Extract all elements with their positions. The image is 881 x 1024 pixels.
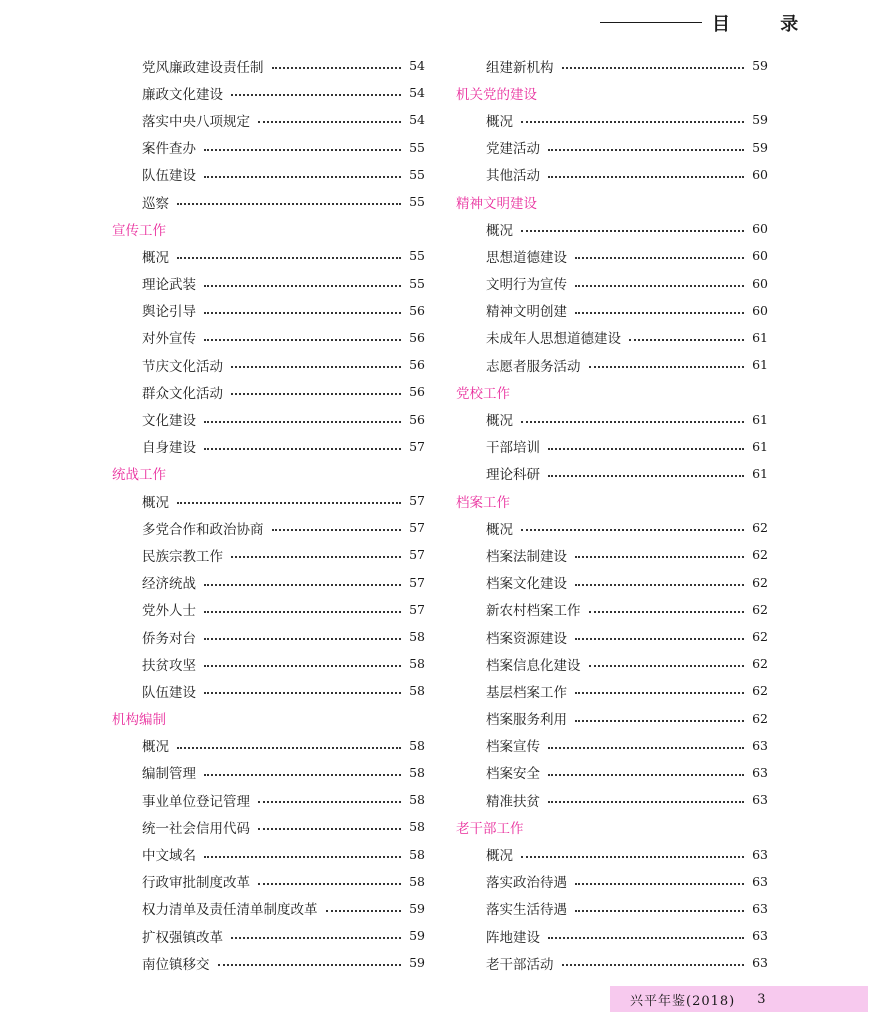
toc-entry[interactable] bbox=[456, 922, 768, 949]
toc-entry[interactable] bbox=[112, 487, 425, 514]
toc-entry-page: 59 bbox=[752, 139, 768, 155]
toc-entry-label: 民族宗教工作 bbox=[142, 548, 223, 565]
toc-entry-label: 阵地建设 bbox=[486, 929, 540, 946]
toc-entry-label: 概况 bbox=[486, 222, 513, 239]
toc-entry[interactable] bbox=[456, 596, 768, 623]
toc-entry-page: 58 bbox=[409, 819, 425, 835]
toc-entry-page: 56 bbox=[409, 411, 425, 427]
toc-entry[interactable] bbox=[112, 378, 425, 405]
toc-entry-label: 案件查办 bbox=[142, 141, 196, 158]
toc-entry-label: 队伍建设 bbox=[142, 168, 196, 185]
dot-leader bbox=[589, 664, 745, 667]
toc-entry-page: 56 bbox=[409, 302, 425, 318]
toc-entry[interactable] bbox=[456, 677, 768, 704]
dot-leader bbox=[258, 882, 401, 885]
toc-section-heading: 机构编制 bbox=[112, 712, 166, 729]
dot-leader bbox=[562, 66, 745, 69]
toc-entry-page: 55 bbox=[409, 194, 425, 210]
toc-entry-label: 档案服务利用 bbox=[486, 712, 567, 729]
toc-entry[interactable] bbox=[112, 351, 425, 378]
toc-entry-page: 58 bbox=[409, 737, 425, 753]
toc-entry-label: 概况 bbox=[142, 494, 169, 511]
toc-entry-page: 59 bbox=[409, 900, 425, 916]
toc-entry-label: 经济统战 bbox=[142, 576, 196, 593]
dot-leader bbox=[204, 447, 401, 450]
toc-entry-page: 62 bbox=[752, 656, 768, 672]
dot-leader bbox=[204, 637, 401, 640]
toc-entry[interactable] bbox=[112, 79, 425, 106]
dot-leader bbox=[204, 855, 401, 858]
dot-leader bbox=[231, 365, 401, 368]
toc-entry[interactable] bbox=[112, 786, 425, 813]
toc-entry-label: 党外人士 bbox=[142, 603, 196, 620]
dot-leader bbox=[326, 909, 402, 912]
dot-leader bbox=[218, 963, 402, 966]
toc-entry[interactable] bbox=[456, 541, 768, 568]
toc-entry-label: 新农村档案工作 bbox=[486, 603, 581, 620]
dot-leader bbox=[272, 66, 402, 69]
toc-entry-label: 统一社会信用代码 bbox=[142, 820, 250, 837]
dot-leader bbox=[562, 963, 745, 966]
footer-page-number: 3 bbox=[757, 991, 766, 1007]
toc-entry[interactable] bbox=[456, 623, 768, 650]
toc-entry-label: 南位镇移交 bbox=[142, 956, 210, 973]
toc-entry-page: 63 bbox=[752, 873, 768, 889]
dot-leader bbox=[589, 610, 745, 613]
toc-section-heading: 统战工作 bbox=[112, 467, 166, 484]
toc-entry[interactable] bbox=[112, 297, 425, 324]
dot-leader bbox=[575, 909, 744, 912]
dot-leader bbox=[177, 202, 401, 205]
toc-entry-label: 队伍建设 bbox=[142, 684, 196, 701]
toc-entry-label: 精神文明创建 bbox=[486, 304, 567, 321]
toc-entry-label: 事业单位登记管理 bbox=[142, 793, 250, 810]
toc-entry-page: 63 bbox=[752, 928, 768, 944]
toc-entry-page: 60 bbox=[752, 221, 768, 237]
toc-entry-label: 老干部活动 bbox=[486, 956, 554, 973]
toc-entry[interactable] bbox=[112, 106, 425, 133]
toc-entry-label: 基层档案工作 bbox=[486, 684, 567, 701]
toc-entry-page: 55 bbox=[409, 166, 425, 182]
toc-entry-label: 理论科研 bbox=[486, 467, 540, 484]
dot-leader bbox=[521, 528, 744, 531]
dot-leader bbox=[204, 420, 401, 423]
toc-entry[interactable] bbox=[456, 106, 768, 133]
toc-entry-label: 档案法制建设 bbox=[486, 548, 567, 565]
dot-leader bbox=[575, 284, 744, 287]
toc-entry-label: 侨务对台 bbox=[142, 630, 196, 647]
toc-entry-label: 概况 bbox=[486, 521, 513, 538]
toc-entry-label: 群众文化活动 bbox=[142, 385, 223, 402]
dot-leader bbox=[204, 148, 401, 151]
toc-entry-page: 58 bbox=[409, 764, 425, 780]
toc-entry[interactable] bbox=[112, 433, 425, 460]
toc-entry-page: 57 bbox=[409, 438, 425, 454]
toc-entry-page: 59 bbox=[752, 112, 768, 128]
toc-entry-label: 概况 bbox=[486, 113, 513, 130]
toc-entry-label: 落实政治待遇 bbox=[486, 875, 567, 892]
dot-leader bbox=[589, 365, 745, 368]
dot-leader bbox=[177, 256, 401, 259]
toc-entry-page: 55 bbox=[409, 248, 425, 264]
dot-leader bbox=[204, 583, 401, 586]
toc-entry[interactable] bbox=[112, 922, 425, 949]
toc-entry[interactable] bbox=[456, 351, 768, 378]
toc-entry[interactable] bbox=[112, 813, 425, 840]
toc-entry[interactable] bbox=[112, 405, 425, 432]
dot-leader bbox=[204, 284, 401, 287]
toc-entry-label: 落实中央八项规定 bbox=[142, 113, 250, 130]
toc-entry-page: 58 bbox=[409, 792, 425, 808]
toc-entry[interactable] bbox=[112, 732, 425, 759]
dot-leader bbox=[204, 610, 401, 613]
toc-entry-label: 权力清单及责任清单制度改革 bbox=[142, 902, 318, 919]
dot-leader bbox=[548, 474, 744, 477]
dot-leader bbox=[177, 746, 401, 749]
dot-leader bbox=[272, 528, 402, 531]
dot-leader bbox=[548, 148, 744, 151]
dot-leader bbox=[521, 855, 744, 858]
dot-leader bbox=[575, 637, 744, 640]
toc-entry[interactable] bbox=[456, 569, 768, 596]
toc-entry-label: 思想道德建设 bbox=[486, 249, 567, 266]
toc-entry-label: 理论武装 bbox=[142, 277, 196, 294]
toc-entry-page: 62 bbox=[752, 683, 768, 699]
toc-entry-page: 56 bbox=[409, 384, 425, 400]
toc-entry-label: 廉政文化建设 bbox=[142, 86, 223, 103]
dot-leader bbox=[575, 256, 744, 259]
toc-entry-label: 党风廉政建设责任制 bbox=[142, 59, 264, 76]
toc-entry-label: 志愿者服务活动 bbox=[486, 358, 581, 375]
toc-entry-page: 56 bbox=[409, 329, 425, 345]
toc-entry[interactable] bbox=[112, 188, 425, 215]
toc-entry-page: 60 bbox=[752, 302, 768, 318]
toc-entry-label: 文化建设 bbox=[142, 413, 196, 430]
dot-leader bbox=[575, 555, 744, 558]
toc-entry-page: 61 bbox=[752, 438, 768, 454]
dot-leader bbox=[204, 175, 401, 178]
toc-left-column bbox=[112, 52, 425, 976]
toc-entry-page: 62 bbox=[752, 547, 768, 563]
toc-entry-label: 行政审批制度改革 bbox=[142, 875, 250, 892]
toc-entry-label: 中文域名 bbox=[142, 848, 196, 865]
toc-entry-label: 档案安全 bbox=[486, 766, 540, 783]
dot-leader bbox=[521, 420, 744, 423]
toc-entry-page: 54 bbox=[409, 58, 425, 74]
dot-leader bbox=[575, 719, 744, 722]
toc-entry-page: 55 bbox=[409, 139, 425, 155]
toc-entry-page: 59 bbox=[752, 58, 768, 74]
toc-entry[interactable] bbox=[456, 840, 768, 867]
toc-entry-label: 未成年人思想道德建设 bbox=[486, 331, 621, 348]
toc-entry-page: 54 bbox=[409, 85, 425, 101]
toc-entry[interactable] bbox=[456, 786, 768, 813]
toc-entry-page: 63 bbox=[752, 900, 768, 916]
toc-entry[interactable] bbox=[456, 324, 768, 351]
toc-entry-page: 60 bbox=[752, 275, 768, 291]
toc-entry-page: 57 bbox=[409, 574, 425, 590]
toc-entry-page: 62 bbox=[752, 629, 768, 645]
toc-entry[interactable] bbox=[112, 270, 425, 297]
toc-entry[interactable] bbox=[112, 840, 425, 867]
toc-entry-page: 62 bbox=[752, 520, 768, 536]
toc-entry-page: 57 bbox=[409, 520, 425, 536]
toc-entry[interactable] bbox=[456, 134, 768, 161]
toc-section-heading: 老干部工作 bbox=[456, 820, 524, 837]
toc-entry-page: 62 bbox=[752, 710, 768, 726]
toc-entry[interactable] bbox=[456, 52, 768, 79]
toc-entry[interactable] bbox=[112, 677, 425, 704]
toc-entry-page: 55 bbox=[409, 275, 425, 291]
toc-entry-label: 多党合作和政治协商 bbox=[142, 521, 264, 538]
toc-entry-label: 编制管理 bbox=[142, 766, 196, 783]
dot-leader bbox=[521, 229, 744, 232]
dot-leader bbox=[521, 120, 744, 123]
toc-entry[interactable] bbox=[112, 895, 425, 922]
toc-entry-label: 舆论引导 bbox=[142, 304, 196, 321]
dot-leader bbox=[231, 93, 401, 96]
toc-entry[interactable] bbox=[112, 596, 425, 623]
toc-entry-page: 61 bbox=[752, 465, 768, 481]
dot-leader bbox=[204, 691, 401, 694]
dot-leader bbox=[231, 936, 401, 939]
toc-entry[interactable] bbox=[456, 759, 768, 786]
toc-entry-page: 60 bbox=[752, 248, 768, 264]
toc-entry[interactable] bbox=[112, 134, 425, 161]
toc-entry[interactable] bbox=[112, 242, 425, 269]
toc-entry[interactable] bbox=[456, 895, 768, 922]
dot-leader bbox=[231, 555, 401, 558]
toc-entry[interactable] bbox=[112, 868, 425, 895]
toc-entry-label: 干部培训 bbox=[486, 440, 540, 457]
toc-entry-label: 组建新机构 bbox=[486, 59, 554, 76]
page-header bbox=[600, 10, 821, 40]
toc-entry-label: 党建活动 bbox=[486, 141, 540, 158]
toc-entry-label: 扶贫攻坚 bbox=[142, 657, 196, 674]
dot-leader bbox=[548, 746, 744, 749]
toc-entry-label: 档案文化建设 bbox=[486, 576, 567, 593]
dot-leader bbox=[204, 311, 401, 314]
toc-section-heading: 机关党的建设 bbox=[456, 86, 537, 103]
toc-entry[interactable] bbox=[456, 868, 768, 895]
toc-entry[interactable] bbox=[112, 650, 425, 677]
toc-entry[interactable] bbox=[112, 324, 425, 351]
toc-entry-label: 概况 bbox=[142, 249, 169, 266]
toc-entry[interactable] bbox=[456, 433, 768, 460]
toc-entry[interactable] bbox=[112, 514, 425, 541]
dot-leader bbox=[258, 827, 401, 830]
dot-leader bbox=[575, 583, 744, 586]
toc-entry[interactable] bbox=[456, 949, 768, 976]
toc-entry-page: 61 bbox=[752, 411, 768, 427]
footer-book-title: 兴平年鉴(2018) bbox=[630, 993, 736, 1009]
toc-entry[interactable] bbox=[456, 270, 768, 297]
toc-entry-page: 61 bbox=[752, 329, 768, 345]
toc-right-column bbox=[456, 52, 768, 976]
toc-entry-label: 落实生活待遇 bbox=[486, 902, 567, 919]
toc-entry-page: 61 bbox=[752, 357, 768, 373]
toc-entry-page: 57 bbox=[409, 601, 425, 617]
toc-entry-label: 档案信息化建设 bbox=[486, 657, 581, 674]
dot-leader bbox=[548, 936, 744, 939]
toc-entry[interactable] bbox=[112, 161, 425, 188]
toc-entry-page: 63 bbox=[752, 764, 768, 780]
toc-entry-label: 概况 bbox=[486, 413, 513, 430]
toc-entry-page: 59 bbox=[409, 955, 425, 971]
page-title: 目 录 bbox=[712, 14, 821, 35]
toc-entry-page: 58 bbox=[409, 683, 425, 699]
toc-entry-page: 58 bbox=[409, 629, 425, 645]
toc-entry-label: 对外宣传 bbox=[142, 331, 196, 348]
toc-entry-label: 档案资源建设 bbox=[486, 630, 567, 647]
toc-entry[interactable] bbox=[456, 161, 768, 188]
toc-entry-page: 56 bbox=[409, 357, 425, 373]
toc-entry[interactable] bbox=[112, 569, 425, 596]
toc-entry-page: 57 bbox=[409, 547, 425, 563]
toc-section-heading: 精神文明建设 bbox=[456, 195, 537, 212]
dot-leader bbox=[548, 773, 744, 776]
toc-entry[interactable] bbox=[456, 460, 768, 487]
toc-entry-label: 节庆文化活动 bbox=[142, 358, 223, 375]
toc-entry-label: 精准扶贫 bbox=[486, 793, 540, 810]
toc-entry-page: 62 bbox=[752, 601, 768, 617]
toc-entry-label: 概况 bbox=[486, 848, 513, 865]
toc-entry-label: 概况 bbox=[142, 739, 169, 756]
toc-entry-page: 63 bbox=[752, 846, 768, 862]
toc-entry-page: 54 bbox=[409, 112, 425, 128]
page-footer bbox=[610, 986, 868, 1012]
toc-entry[interactable] bbox=[112, 949, 425, 976]
toc-entry[interactable] bbox=[456, 650, 768, 677]
dot-leader bbox=[204, 773, 401, 776]
toc-entry-page: 63 bbox=[752, 955, 768, 971]
toc-entry-page: 58 bbox=[409, 656, 425, 672]
toc-entry-page: 58 bbox=[409, 873, 425, 889]
dot-leader bbox=[231, 392, 401, 395]
toc-entry-page: 63 bbox=[752, 792, 768, 808]
toc-entry[interactable] bbox=[456, 705, 768, 732]
toc-section-heading: 宣传工作 bbox=[112, 222, 166, 239]
dot-leader bbox=[204, 664, 401, 667]
toc-entry-label: 档案宣传 bbox=[486, 739, 540, 756]
toc-entry-page: 59 bbox=[409, 928, 425, 944]
dot-leader bbox=[548, 800, 744, 803]
toc-entry[interactable] bbox=[456, 514, 768, 541]
toc-entry-label: 自身建设 bbox=[142, 440, 196, 457]
toc-entry-label: 巡察 bbox=[142, 195, 169, 212]
toc-entry[interactable] bbox=[112, 52, 425, 79]
toc-entry[interactable] bbox=[456, 215, 768, 242]
dot-leader bbox=[548, 447, 744, 450]
dot-leader bbox=[575, 882, 744, 885]
dot-leader bbox=[575, 691, 744, 694]
toc-entry-label: 文明行为宣传 bbox=[486, 277, 567, 294]
toc-entry[interactable] bbox=[112, 623, 425, 650]
toc-entry[interactable] bbox=[456, 405, 768, 432]
dot-leader bbox=[548, 175, 744, 178]
toc-entry[interactable] bbox=[456, 297, 768, 324]
dot-leader bbox=[629, 338, 744, 341]
toc-entry-page: 60 bbox=[752, 166, 768, 182]
toc-entry[interactable] bbox=[112, 541, 425, 568]
dot-leader bbox=[258, 120, 401, 123]
toc-entry-page: 58 bbox=[409, 846, 425, 862]
toc-entry-label: 其他活动 bbox=[486, 168, 540, 185]
toc-entry-page: 62 bbox=[752, 574, 768, 590]
dot-leader bbox=[177, 501, 401, 504]
header-rule bbox=[600, 22, 702, 23]
dot-leader bbox=[575, 311, 744, 314]
toc-entry-page: 57 bbox=[409, 493, 425, 509]
dot-leader bbox=[258, 800, 401, 803]
toc-entry[interactable] bbox=[456, 732, 768, 759]
toc-entry-page: 63 bbox=[752, 737, 768, 753]
toc-section-heading: 档案工作 bbox=[456, 494, 510, 511]
toc-entry[interactable] bbox=[456, 242, 768, 269]
toc-section-heading: 党校工作 bbox=[456, 385, 510, 402]
toc-entry-label: 扩权强镇改革 bbox=[142, 929, 223, 946]
toc-entry[interactable] bbox=[112, 759, 425, 786]
dot-leader bbox=[204, 338, 401, 341]
